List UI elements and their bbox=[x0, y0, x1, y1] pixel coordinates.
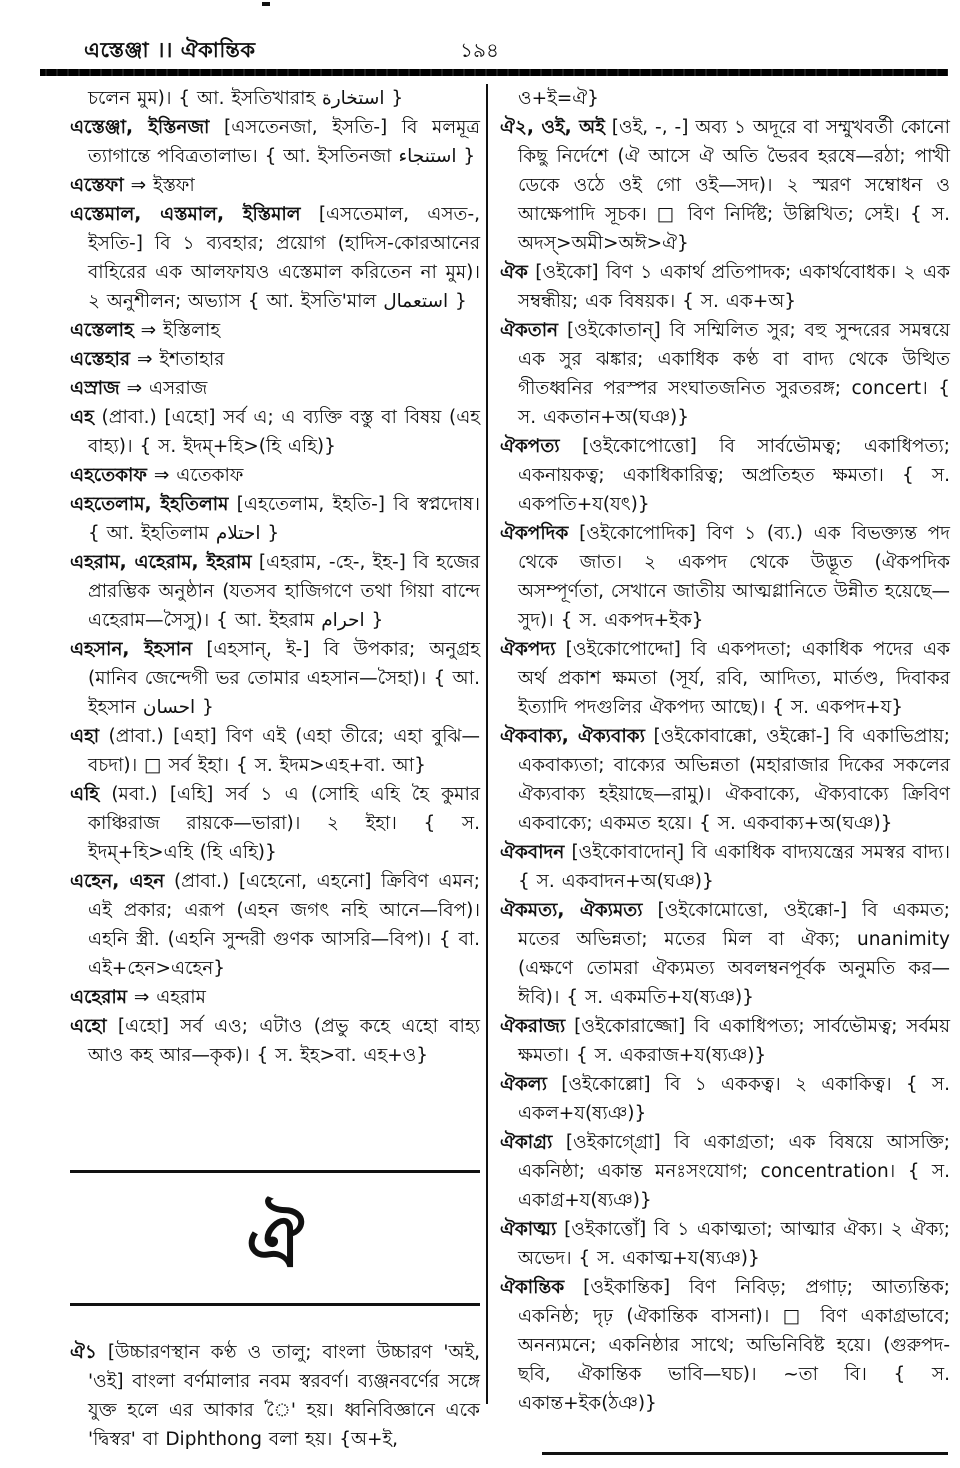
entry-headword: এস্তেলাহ bbox=[70, 320, 134, 341]
dictionary-entry bbox=[70, 316, 480, 345]
header-rule bbox=[40, 69, 948, 76]
dictionary-entry bbox=[70, 867, 480, 983]
dictionary-entry bbox=[500, 1012, 950, 1070]
dictionary-entry bbox=[500, 519, 950, 635]
dictionary-entry bbox=[500, 316, 950, 432]
column-divider-rule bbox=[486, 84, 488, 1404]
entry-headword: ঐ২, ওই, অই bbox=[500, 117, 605, 138]
dictionary-entry bbox=[70, 1012, 480, 1070]
entry-body: (প্রাবা.) [এহো] সর্ব এ; এ ব্যক্তি বস্তু বা বিষয় (এহ বাহ্য)। { স. ইদম্+হি>(হি এহি)} bbox=[88, 407, 480, 457]
entry-body: (প্রাবা.) [এহেনো, এহনো] ক্রিবিণ এমন; এই প্রকার; এরূপ (এহন জগৎ নহি আনে—বিপ)। এহনি স্ত্রী. (এহনি সুন্দরী গুণক আসরি—বিপ)। { বা. এই+হেন>এহেন} bbox=[88, 871, 480, 979]
entry-continuation bbox=[70, 84, 480, 113]
entry-headword: এস্রাজ bbox=[70, 378, 120, 399]
entry-headword: এহরাম, এহেরাম, ইহরাম bbox=[70, 552, 252, 573]
entry-headword: এস্তেমাল, এস্তমাল, ইস্তিমাল bbox=[70, 204, 301, 225]
scan-artifact-dot bbox=[262, 2, 270, 6]
entry-body: [এসতেমাল, এসত-, ইসতি-] বি ১ ব্যবহার; প্রয়োগ (হাদিস-কোরআনের বাহিরের এক আলফাযও এস্তেমাল করিতেন না মুম)। ২ অনুশীলন; অভ্যাস { আ. ইসতি'মাল استعمال } bbox=[88, 204, 480, 312]
entry-headword: ঐকতান bbox=[500, 320, 559, 341]
dictionary-entry bbox=[500, 1215, 950, 1273]
entry-body: [ওইকোপোত্তো] বি সার্বভৌমত্ব; একাধিপত্য; একনায়কত্ব; একাধিকারিত্ব; অপ্রতিহত ক্ষমতা। { স. একপতি+য(যৎ)} bbox=[518, 436, 950, 515]
right-column bbox=[492, 84, 950, 1454]
entry-headword: ঐকপত্য bbox=[500, 436, 560, 457]
entry-headword: ঐ১ bbox=[70, 1342, 97, 1363]
guide-words: এস্তেঞ্জা ।। ঐকান্তিক bbox=[84, 38, 256, 62]
entry-body: [এহসান্, ই-] বি উপকার; অনুগ্রহ (মানিব জেন্দেগী ভর তোমার এহসান—সৈহা)। { আ. ইহসান احسان } bbox=[88, 639, 480, 718]
entry-body: ⇒ এসরাজ bbox=[119, 378, 208, 399]
entry-headword: ঐকবাদন bbox=[500, 842, 565, 863]
entry-body: [ওই, -, -] অব্য ১ অদূরে বা সম্মুখবর্তী কোনো কিছু নির্দেশে (ঐ আসে ঐ অতি ভৈরব হরষে—রঠা; পাখী ডেকে ওঠে ওই গো ওই—সদ)। ২ স্মরণ সম্বোধন ও আক্ষেপাদি সূচক। □ বিণ নির্দিষ্ট; উল্লিখিত; সেই। { স. অদস্>অমী>অঈ>ঐ} bbox=[518, 117, 950, 254]
dictionary-entry bbox=[500, 722, 950, 838]
dictionary-entry bbox=[70, 1338, 480, 1454]
dictionary-entry bbox=[70, 548, 480, 635]
entry-body: [ওইকোবাক্কো, ওইক্কো-] বি একাভিপ্রায়; একবাক্যতা; বাক্যের অভিন্নতা (মহারাজার দিকের সকলের ঐক্যবাক্য হইয়াছে—রামু)। ঐকবাক্যে, ঐক্যবাক্যে ক্রিবিণ একবাক্যে; একমত হয়ে। { স. একবাক্য+অ(ঘঞ)} bbox=[518, 726, 950, 834]
entry-headword: ঐকপদিক bbox=[500, 523, 569, 544]
entry-body: [ওইকোরাজ্জো] বি একাধিপত্য; সার্বভৌমত্ব; সর্বময় ক্ষমতা। { স. একরাজ+য(ষ্যঞ)} bbox=[518, 1016, 950, 1066]
entry-body: [ওইকোপোদ্দো] বি একপদতা; একাধিক পদের এক অর্থ প্রকাশ ক্ষমতা (সূর্য, রবি, আদিত্য, মার্তণ্ড, দিবাকর ইত্যাদি পদগুলির ঐকপদ্য আছে)। { স. একপদ+য} bbox=[518, 639, 950, 718]
entry-headword: ঐকান্তিক bbox=[500, 1277, 565, 1298]
entry-headword: ঐকল্য bbox=[500, 1074, 547, 1095]
entry-headword: এস্তেঞ্জা, ইস্তিনজা bbox=[70, 117, 210, 138]
two-column-body bbox=[70, 84, 950, 1454]
dictionary-entry bbox=[70, 461, 480, 490]
dictionary-entry bbox=[500, 258, 950, 316]
entry-body: [ওইকোমোত্তো, ওইক্কো-] বি একমত; মতের অভিন্নতা; মতের মিল বা ঐক্য; unanimity (এক্ষণে তোমরা ঐক্যমত্য অবলম্বনপূর্বক অনুমতি কর—ঈবি)। { স. একমতি+য(ষ্যঞ)} bbox=[518, 900, 950, 1008]
dictionary-entry bbox=[500, 1070, 950, 1128]
entry-headword: এস্তেফা bbox=[70, 175, 124, 196]
entry-body: [এহো] সর্ব এও; এটাও (প্রভু কহে এহো বাহ্য আও কহ আর—কৃক)। { স. ইহ>বা. এহ+ও} bbox=[88, 1016, 480, 1066]
entry-headword: ঐকবাক্য, ঐক্যবাক্য bbox=[500, 726, 645, 747]
left-column bbox=[70, 84, 480, 1454]
entry-body: [এহতেলাম, ইহতি-] বি স্বপ্নদোষ। { আ. ইহতিলাম احتلام } bbox=[88, 494, 480, 544]
entry-body: [উচ্চারণস্থান কণ্ঠ ও তালু; বাংলা উচ্চারণ 'অই, 'ওই] বাংলা বর্ণমালার নবম স্বরবর্ণ। ব্যঞ্জনবর্ণের সঙ্গে যুক্ত হলে এর আকার 'ৈ' হয়। ধ্বনিবিজ্ঞানে একে 'দ্বিস্বর' বা Diphthong বলা হয়। {অ+ই, bbox=[88, 1342, 480, 1450]
entry-headword: ঐকাত্ম্য bbox=[500, 1219, 557, 1240]
entry-headword: এহ bbox=[70, 407, 94, 428]
dictionary-entry bbox=[70, 722, 480, 780]
entry-body: [এহরাম, -হে-, ইহ-] বি হজের প্রারম্ভিক অনুষ্ঠান (যতসব হাজিগণে তথা গিয়া বান্দে এহেরাম—সৈসু)। { আ. ইহরাম احرام } bbox=[88, 552, 480, 631]
dictionary-entry bbox=[70, 490, 480, 548]
entry-headword: ঐকপদ্য bbox=[500, 639, 556, 660]
entry-headword: এহো bbox=[70, 1016, 107, 1037]
entry-body: ⇒ ইস্তিলাহ bbox=[133, 320, 221, 341]
dictionary-entry bbox=[500, 896, 950, 1012]
dictionary-entry bbox=[500, 635, 950, 722]
entry-headword: এহেন, এহন bbox=[70, 871, 165, 892]
entry-continuation bbox=[500, 84, 950, 113]
entry-body: ⇒ এহরাম bbox=[127, 987, 206, 1008]
dictionary-entry bbox=[500, 432, 950, 519]
dictionary-entry bbox=[70, 374, 480, 403]
divider-rule-bottom bbox=[70, 1303, 480, 1306]
dictionary-entry bbox=[70, 635, 480, 722]
entry-headword: এহেরাম bbox=[70, 987, 128, 1008]
dictionary-entry bbox=[70, 345, 480, 374]
dictionary-entry bbox=[500, 1128, 950, 1215]
dictionary-entry bbox=[500, 113, 950, 258]
entry-headword: ঐকরাজ্য bbox=[500, 1016, 566, 1037]
entry-body: ⇒ ইশতাহার bbox=[130, 349, 225, 370]
dictionary-entry bbox=[500, 1273, 950, 1418]
dictionary-entry bbox=[70, 200, 480, 316]
entry-body: [ওইকাত্তোঁ] বি ১ একাত্মতা; আত্মার ঐক্য। ২ ঐক্য; অভেদ। { স. একাত্ম+য(ষ্যঞ)} bbox=[518, 1219, 950, 1269]
letter-section-divider bbox=[70, 1170, 480, 1306]
entry-body: ও+ই=ঐ} bbox=[518, 88, 599, 109]
dictionary-entry bbox=[70, 983, 480, 1012]
entry-headword: এস্তেহার bbox=[70, 349, 131, 370]
entry-headword: এহা bbox=[70, 726, 100, 747]
entry-headword: এহসান, ইহসান bbox=[70, 639, 193, 660]
entry-body: ⇒ ইস্তফা bbox=[123, 175, 195, 196]
dictionary-entry bbox=[70, 403, 480, 461]
entry-body: [ওইকোপোদিক] বিণ ১ (ব্য.) এক বিভক্ত্যন্ত পদ থেকে জাত। ২ একপদ থেকে উদ্ভূত (ঐকপদিক অসম্পূর্ণতা, সেখানে জাতীয় আত্মগ্লানিতে উন্নীত হয়েছে—সুদ)। { স. একপদ+ইক} bbox=[518, 523, 950, 631]
entry-headword: এহি bbox=[70, 784, 100, 805]
entry-body: [ওইকোল্লো] বি ১ এককত্ব। ২ একাকিত্ব। { স. একল+য(ষ্যঞ)} bbox=[518, 1074, 950, 1124]
entry-body: (মবা.) [এহি] সর্ব ১ এ (সোহি এহি হৈ কুমার কাঞ্চিরাজ রায়কে—ভারা)। ২ ইহা। { স. ইদম্+হি>এহি (হি এহি)} bbox=[88, 784, 480, 863]
entry-body: [এসতেনজা, ইসতি-] বি মলমূত্র ত্যাগান্তে পবিত্রতালাভ। { আ. ইসতিনজা استنجاء } bbox=[88, 117, 480, 167]
entry-body: [ওইকোতান্] বি সম্মিলিত সুর; বহু সুন্দরের সমন্বয়ে এক সুর ঝঙ্কার; একাধিক কণ্ঠ বা বাদ্য থেকে উত্থিত গীতধ্বনির পরস্পর সংঘাতজনিত সুরতরঙ্গ; concert। { স. একতান+অ(ঘঞ)} bbox=[518, 320, 950, 428]
entry-headword: এহতেকাফ bbox=[70, 465, 147, 486]
entry-body: ⇒ এতেকাফ bbox=[146, 465, 244, 486]
page-number: ১৯৪ bbox=[460, 38, 499, 62]
entry-headword: ঐক bbox=[500, 262, 528, 283]
entry-body: [ওইকোবাদোন্] বি একাধিক বাদ্যযন্ত্রের সমস্বর বাদ্য। { স. একবাদন+অ(ঘঞ)} bbox=[518, 842, 950, 892]
dictionary-entry bbox=[500, 838, 950, 896]
entry-headword: ঐকমত্য, ঐক্যমত্য bbox=[500, 900, 643, 921]
dictionary-entry bbox=[70, 780, 480, 867]
entry-headword: এহতেলাম, ইহতিলাম bbox=[70, 494, 229, 515]
entry-headword: ঐকাগ্র্য bbox=[500, 1132, 553, 1153]
dictionary-entry bbox=[70, 113, 480, 171]
entry-body: (প্রাবা.) [এহা] বিণ এই (এহা তীরে; এহা বুঝি—বচদা)। □ সর্ব ইহা। { স. ইদম>এহ+বা. আ} bbox=[88, 726, 480, 776]
section-letter: ঐ bbox=[246, 1199, 304, 1283]
entry-body: [ওইকো] বিণ ১ একার্থ প্রতিপাদক; একার্থবোধক। ২ এক সম্বন্ধীয়; এক বিষয়ক। { স. এক+অ} bbox=[518, 262, 950, 312]
entry-body: [ওইকাগ্গ্রো] বি একাগ্রতা; এক বিষয়ে আসক্তি; একনিষ্ঠা; একান্ত মনঃসংযোগ; concentration। { স. একাগ্র+য(ষ্যঞ)} bbox=[518, 1132, 950, 1211]
entry-body: [ওইকান্তিক] বিণ নিবিড়; প্রগাঢ়; আত্যন্তিক; একনিষ্ঠ; দৃঢ় (ঐকান্তিক বাসনা)। □ বিণ একাগ্রভাবে; অনন্যমনে; একনিষ্ঠার সাথে; অভিনিবিষ্ট হয়ে। (গুরুপদ-ছবি, ঐকান্তিক ভাবি—ঘচ)। ~তা বি। { স. একান্ত+ইক(ঠঞ)} bbox=[518, 1277, 950, 1414]
dictionary-entry bbox=[70, 171, 480, 200]
entry-body: চলেন মুম)। { আ. ইসতিখারাহ استخارة } bbox=[88, 88, 404, 109]
bottom-page-rule bbox=[542, 1452, 948, 1455]
